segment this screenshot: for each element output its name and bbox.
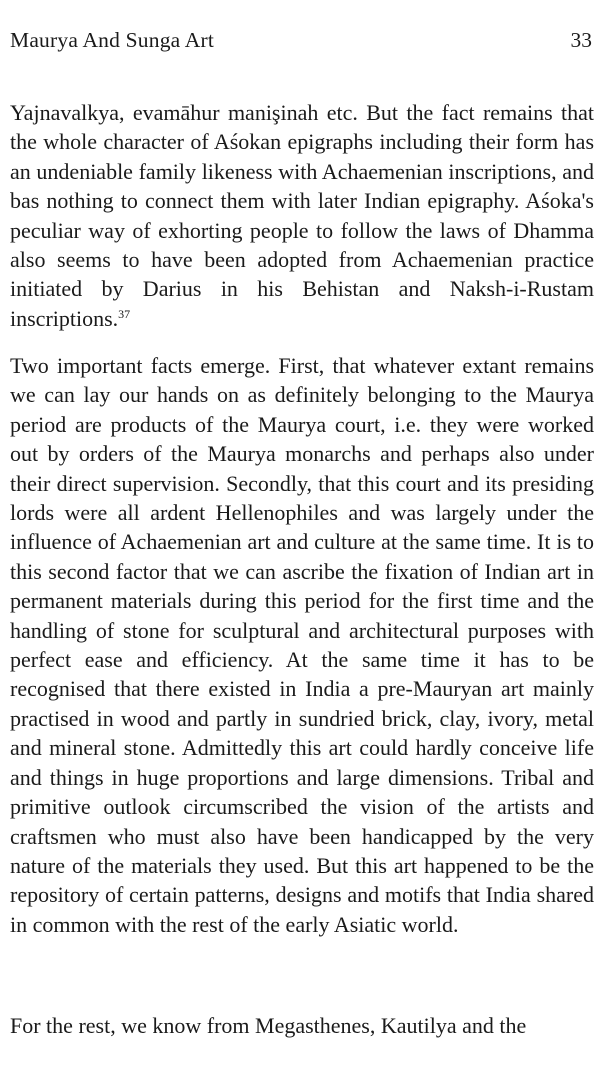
paragraph-1-text: Yajnavalkya, evamāhur manişinah etc. But the fact remains that the whole character of Aśokan epigraphs including their form has an undeniable family likeness with Achaemenian inscriptions, and bas nothing to connect them with later Indian epigraphy. Aśoka's peculiar way of exhorting people to follow the laws of Dhamma also seems to have been adopted from Achaemenian practice initiated by Darius in his Behistan and Naksh-i-Rustam inscriptions.: [10, 100, 594, 331]
paragraph-1: [10, 98, 594, 333]
page-number: 33: [570, 28, 592, 52]
paragraph-3: For the rest, we know from Megasthenes, Kautilya and the: [10, 1013, 527, 1038]
paragraph-2: Two important facts emerge. First, that whatever extant remains we can lay our hands on as definitely belonging to the Maurya period are products of the Maurya court, i.e. they were worked out by orders of the Maurya monarchs and perhaps also under their direct supervision. Secondly, that this court and its presiding lords were all ardent Hellenophiles and was largely under the influence of Achaemenian art and culture at the same time. It is to this second factor that we can ascribe the fixation of Indian art in permanent materials during this period for the first time and the handling of stone for sculptural and architectural purposes with perfect ease and efficiency. At the same time it has to be recognised that there existed in India a pre-Mauryan art mainly practised in wood and partly in sundried brick, clay, ivory, metal and mineral stone. Admittedly this art could hardly conceive life and things in huge proportions and large dimensions. Tribal and primitive outlook circumscribed the vision of the artists and craftsmen who must also have been handicapped by the very nature of the materials they used. But this art happened to be the repository of certain patterns, designs and motifs that India shared in common with the rest of the early Asiatic world.: [10, 353, 594, 937]
footnote-ref: 37: [118, 306, 131, 321]
running-title: Maurya And Sunga Art: [10, 28, 215, 52]
page-header: [0, 28, 600, 62]
